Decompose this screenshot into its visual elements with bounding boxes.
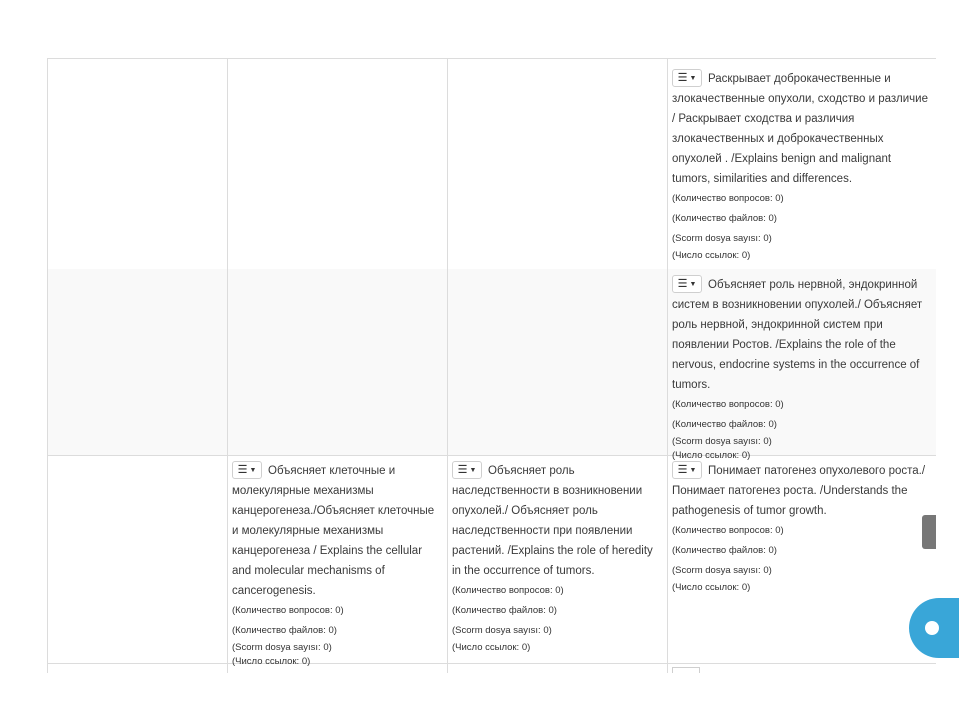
outcome-item	[672, 461, 928, 595]
scorm-count: (Scorm dosya sayısı: 0)	[672, 565, 772, 576]
hamburger-menu-icon: ☰	[237, 464, 248, 476]
link-count: (Число ссылок: 0)	[452, 642, 531, 653]
table-cell	[668, 663, 936, 673]
outcome-item	[672, 69, 928, 263]
outcomes-table	[47, 58, 936, 673]
outcome-description: Раскрывает доброкачественные и злокачественные опухоли, сходство и различие / Раскрывает сходства и различия злокачественных и доброкачественных опухолей . /Explains benign and malignant tumors, similarities and differences.	[672, 73, 928, 185]
item-menu-button[interactable]	[452, 461, 482, 479]
table-cell	[668, 455, 936, 663]
caret-down-icon: ▼	[249, 467, 257, 474]
caret-down-icon: ▼	[689, 281, 697, 288]
table-cell-empty	[48, 269, 228, 455]
question-count: (Количество вопросов: 0)	[232, 605, 344, 616]
table-cell	[228, 455, 448, 667]
caret-down-icon: ▼	[689, 467, 697, 474]
table-cell-empty	[48, 455, 228, 663]
question-count: (Количество вопросов: 0)	[672, 525, 784, 536]
hamburger-menu-icon: ☰	[677, 72, 688, 84]
table-cell-empty	[228, 269, 448, 455]
table-cell	[668, 269, 936, 461]
file-count: (Количество файлов: 0)	[452, 605, 557, 616]
file-count: (Количество файлов: 0)	[672, 419, 777, 430]
link-count: (Число ссылок: 0)	[672, 250, 751, 261]
file-count: (Количество файлов: 0)	[672, 545, 777, 556]
table-cell	[668, 59, 936, 269]
outcome-description: Объясняет клеточные и молекулярные механизмы канцерогенеза./Объясняет клеточные и молекулярные механизмы канцерогенеза / Explains the cellular and molecular mechanisms of cancerogenesis.	[232, 465, 435, 597]
link-count: (Число ссылок: 0)	[232, 656, 311, 667]
outcome-description: Объясняет роль нервной, эндокринной систем в возникновении опухолей./ Объясняет роль нервной, эндокринной систем при появлении Ростов. /Explains the role of the nervous, endocrine systems in the occurrence of tumors.	[672, 279, 923, 391]
table-cell-empty	[448, 59, 668, 269]
outcome-description: Объясняет роль наследственности в возникновении опухолей./ Объясняет роль наследственности при появлении растений. /Explains the role of heredity in the occurrence of tumors.	[452, 465, 653, 577]
hamburger-menu-icon: ☰	[457, 464, 468, 476]
outcome-item	[672, 275, 928, 463]
item-menu-button[interactable]	[232, 461, 262, 479]
question-count: (Количество вопросов: 0)	[452, 585, 564, 596]
item-menu-button[interactable]	[672, 275, 702, 293]
caret-down-icon: ▼	[689, 75, 697, 82]
caret-down-icon: ▼	[469, 467, 477, 474]
item-menu-button[interactable]	[672, 667, 700, 673]
side-scroll-tab[interactable]	[922, 515, 936, 549]
question-count: (Количество вопросов: 0)	[672, 399, 784, 410]
outcome-item	[232, 461, 439, 669]
question-count: (Количество вопросов: 0)	[672, 193, 784, 204]
hamburger-menu-icon: ☰	[677, 278, 688, 290]
scorm-count: (Scorm dosya sayısı: 0)	[232, 642, 332, 653]
table-cell-empty	[228, 663, 448, 673]
table-row	[48, 455, 936, 667]
table-cell	[448, 455, 668, 663]
table-cell-empty	[228, 59, 448, 269]
file-count: (Количество файлов: 0)	[232, 625, 337, 636]
link-count: (Число ссылок: 0)	[672, 450, 751, 461]
link-count: (Число ссылок: 0)	[672, 582, 751, 593]
chat-icon	[925, 621, 939, 635]
item-menu-button[interactable]	[672, 461, 702, 479]
table-cell-empty	[48, 59, 228, 269]
table-cell-empty	[448, 663, 668, 673]
outcome-description: Понимает патогенез опухолевого роста./ Понимает патогенез роста. /Understands the pathogenesis of tumor growth.	[672, 465, 926, 517]
scorm-count: (Scorm dosya sayısı: 0)	[672, 233, 772, 244]
table-cell-empty	[448, 269, 668, 455]
scorm-count: (Scorm dosya sayısı: 0)	[452, 625, 552, 636]
outcome-item	[452, 461, 659, 655]
table-row	[48, 59, 936, 270]
table-row	[48, 269, 936, 461]
item-menu-button[interactable]	[672, 69, 702, 87]
table-cell-empty	[48, 663, 228, 673]
hamburger-menu-icon: ☰	[677, 464, 688, 476]
file-count: (Количество файлов: 0)	[672, 213, 777, 224]
scorm-count: (Scorm dosya sayısı: 0)	[672, 436, 772, 447]
table-row	[48, 663, 936, 673]
